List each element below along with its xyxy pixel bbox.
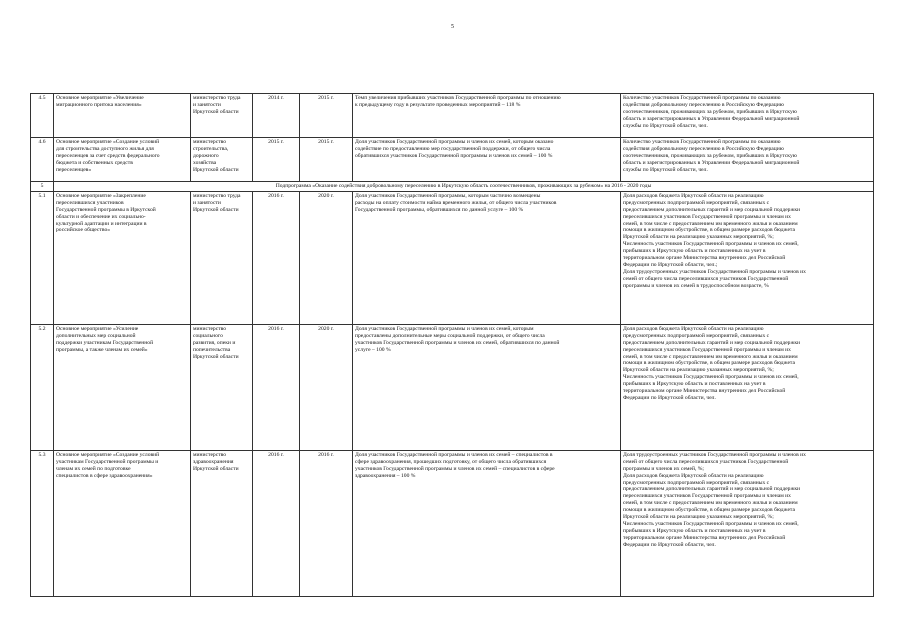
- section-title: Подпрограмма «Оказание содействия добровольному переселению в Иркутскую область соотечественников, проживающих за рубежом» на 2016 - 2020 годы: [54, 182, 874, 192]
- indicator-cell: Доля участников Государственной программы, которым частично возмещены расходы на оплату стоимости найма временного жилья, от общего числа участников Государственной программы, обратившихся по данной услуге – 100 %: [353, 191, 621, 324]
- row-number: 4.5: [31, 94, 54, 138]
- table-row: [31, 94, 874, 138]
- row-number: 5.1: [31, 191, 54, 324]
- start-year-cell: 2015 г.: [253, 138, 300, 182]
- indicator-cell: Доля участников Государственной программы и членов их семей, которым оказано содействие по предоставлению мер государственной поддержки, от общего числа обратившихся участников Государственной программы и членов их семей – 100 %: [353, 138, 621, 182]
- end-year-cell: 2020 г.: [300, 324, 353, 450]
- page-number: 5: [451, 24, 454, 30]
- event-cell: Основное мероприятие «Закрепление переселившихся участников Государственной программы в Иркутской области и обеспечение их социально- культурной адаптации и интеграции в российское общество»: [54, 191, 191, 324]
- event-cell: Основное мероприятие «Усиление дополнительных мер социальной поддержки участникам Государственной программы, а также членам их семей»: [54, 324, 191, 450]
- start-year-cell: 2016 г.: [253, 191, 300, 324]
- table-row: [31, 191, 874, 324]
- indicator-cell: Темп увеличения прибывших участников Государственной программы по отношению к предыдущему году в результате проведенных мероприятий – 118 %: [353, 94, 621, 138]
- start-year-cell: 2014 г.: [253, 94, 300, 138]
- section-row: [31, 182, 874, 192]
- row-number: 4.6: [31, 138, 54, 182]
- event-cell: Основное мероприятие «Создание условий для строительства доступного жилья для переселенцев за счет средств федерального бюджета и собственных средств переселенцев»: [54, 138, 191, 182]
- target-indicator-cell: Количество участников Государственной программы по оказанию содействия добровольному переселению в Российскую Федерацию соотечественников, проживающих за рубежом, прибывших в Иркутскую область и зарегистрированных в Управлении Федеральной миграционной службы по Иркутской области, чел.: [621, 94, 874, 138]
- executor-cell: министерство строительства, дорожного хозяйства Иркутской области: [191, 138, 253, 182]
- table-row: [31, 138, 874, 182]
- table-row: [31, 324, 874, 450]
- executor-cell: министерство здравоохранения Иркутской области: [191, 450, 253, 596]
- end-year-cell: 2015 г.: [300, 94, 353, 138]
- program-events-table: [30, 93, 874, 597]
- table-row: [31, 450, 874, 596]
- executor-cell: министерство социального развития, опеки и попечительства Иркутской области: [191, 324, 253, 450]
- event-cell: Основное мероприятие «Увеличение миграционного притока населения»: [54, 94, 191, 138]
- end-year-cell: 2020 г.: [300, 191, 353, 324]
- end-year-cell: 2015 г.: [300, 138, 353, 182]
- executor-cell: министерство труда и занятости Иркутской области: [191, 191, 253, 324]
- row-number: 5.3: [31, 450, 54, 596]
- target-indicator-cell: Количество участников Государственной программы по оказанию содействия добровольному переселению в Российскую Федерацию соотечественников, проживающих за рубежом, прибывших в Иркутскую область и зарегистрированных в Управлении Федеральной миграционной службы по Иркутской области, чел.: [621, 138, 874, 182]
- indicator-cell: Доля участников Государственной программы и членов их семей, которым предоставлены дополнительные меры социальной поддержки, от общего числа участников Государственной программы и членов их семей, обратившихся по данной услуге – 100 %: [353, 324, 621, 450]
- target-indicator-cell: Доля расходов бюджета Иркутской области на реализацию предусмотренных подпрограммой мероприятий, связанных с предоставлением дополнительных гарантий и мер социальной поддержки переселившихся участников Государственной программы и членам их семей, в том числе с предоставлением им временного жилья и оказанием помощи в жилищном обустройстве, в общем размере расходов бюджета Иркутской области на реализацию указанных мероприятий, %; Численность участников Государственной программы и членов их семей, прибывших в Иркутскую область и поставленных на учет в территориальном органе Министерства внутренних дел Российской Федерации по Иркутской области, чел.; Доля трудоустроенных участников Государственной программы и членов их семей от общего числа переселившихся участников Государственной программы и членов их семей в трудоспособном возрасте, %: [621, 191, 874, 324]
- section-number: 5: [31, 182, 54, 192]
- target-indicator-cell: Доля расходов бюджета Иркутской области на реализацию предусмотренных подпрограммой мероприятий, связанных с предоставлением дополнительных гарантий и мер социальной поддержки переселившихся участников Государственной программы и членам их семей, в том числе с предоставлением им временного жилья и оказанием помощи в жилищном обустройстве, в общем размере расходов бюджета Иркутской области на реализацию указанных мероприятий, %; Численность участников Государственной программы и членов их семей, прибывших в Иркутскую область и поставленных на учет в территориальном органе Министерства внутренних дел Российской Федерации по Иркутской области, чел.: [621, 324, 874, 450]
- indicator-cell: Доля участников Государственной программы и членов их семей – специалистов в сфере здравоохранения, прошедших подготовку, от общего числа обратившихся участников Государственной программы и членов их семей – специалистов в сфере здравоохранения – 100 %: [353, 450, 621, 596]
- executor-cell: министерство труда и занятости Иркутской области: [191, 94, 253, 138]
- end-year-cell: 2016 г.: [300, 450, 353, 596]
- start-year-cell: 2016 г.: [253, 324, 300, 450]
- event-cell: Основное мероприятие «Создание условий участникам Государственной программы и членам их семей по подготовке специалистов в сфере здравоохранения»: [54, 450, 191, 596]
- start-year-cell: 2016 г.: [253, 450, 300, 596]
- row-number: 5.2: [31, 324, 54, 450]
- target-indicator-cell: Доля трудоустроенных участников Государственной программы и членов их семей от общего числа переселившихся участников Государственной программы и членов их семей, %; Доля расходов бюджета Иркутской области на реализацию предусмотренных подпрограммой мероприятий, связанных с предоставлением дополнительных гарантий и мер социальной поддержки переселившихся участников Государственной программы и членам их семей, в том числе с предоставлением им временного жилья и оказанием помощи в жилищном обустройстве, в общем размере расходов бюджета Иркутской области на реализацию указанных мероприятий, %; Численность участников Государственной программы и членов их семей, прибывших в Иркутскую область и поставленных на учет в территориальном органе Министерства внутренних дел Российской Федерации по Иркутской области, чел.: [621, 450, 874, 596]
